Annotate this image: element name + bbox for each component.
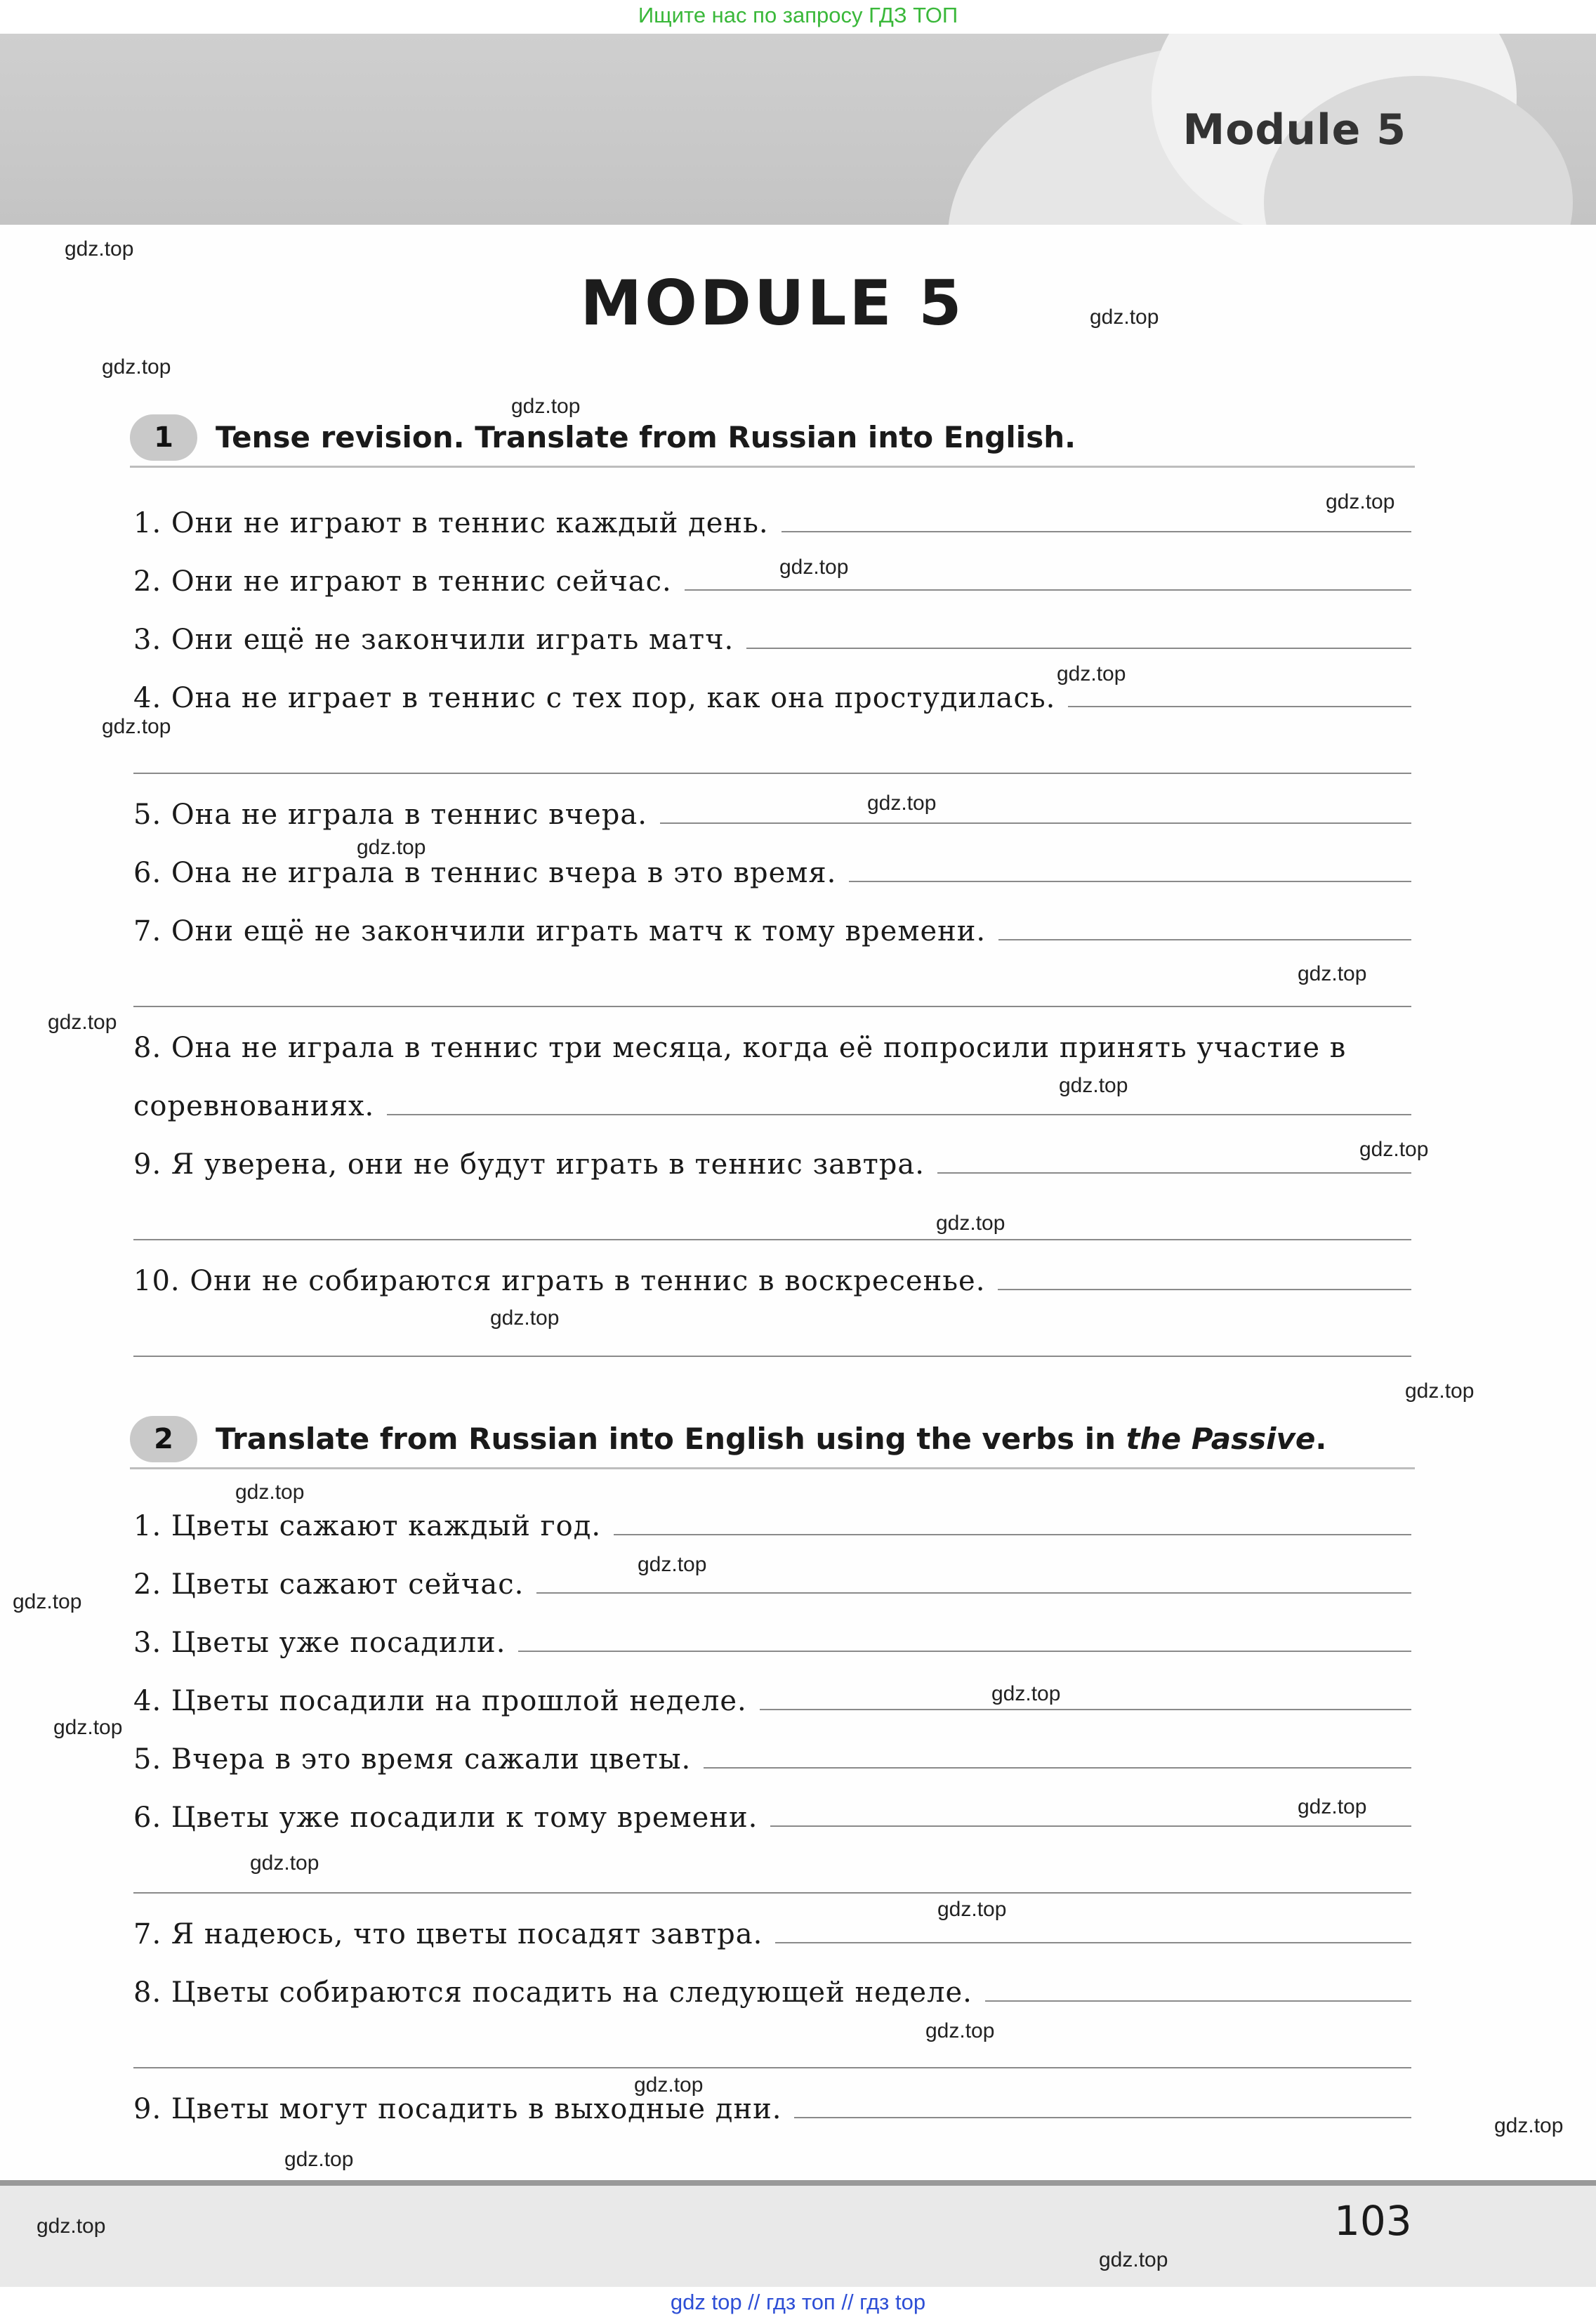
answer-line[interactable] — [536, 1592, 1411, 1594]
sentence: 9. Цветы могут посадить в выходные дни. — [133, 2093, 782, 2125]
exercise-line[interactable] — [133, 558, 1411, 598]
watermark: gdz.top — [357, 836, 426, 859]
sentence: 1. Они не играют в теннис каждый день. — [133, 507, 769, 539]
watermark: gdz.top — [1298, 962, 1367, 985]
task-2-title-text: Translate from Russian into English using the verbs in — [216, 1422, 1126, 1456]
answer-line[interactable] — [133, 773, 1411, 774]
exercise-line[interactable] — [133, 1561, 1411, 1601]
sentence: 1. Цветы сажают каждый год. — [133, 1510, 602, 1542]
sentence: 6. Цветы уже посадили к тому времени. — [133, 1802, 758, 1834]
sentence: 3. Они ещё не закончили играть матч. — [133, 624, 734, 656]
watermark: gdz.top — [1326, 490, 1395, 513]
watermark: gdz.top — [511, 395, 581, 418]
top-banner[interactable]: Ищите нас по запросу ГДЗ ТОП — [0, 0, 1596, 34]
answer-line[interactable] — [781, 531, 1411, 532]
watermark: gdz.top — [250, 1851, 319, 1875]
exercise-line[interactable] — [133, 850, 1411, 889]
sentence: 7. Они ещё не закончили играть матч к тому времени. — [133, 915, 987, 947]
footer-rule — [0, 2180, 1596, 2186]
page-title: MODULE 5 — [580, 267, 965, 339]
task-number-badge: 2 — [130, 1416, 197, 1462]
sentence: 2. Цветы сажают сейчас. — [133, 1568, 525, 1601]
watermark: gdz.top — [1057, 662, 1126, 686]
watermark: gdz.top — [1494, 2114, 1564, 2137]
sentence: 5. Она не играла в теннис вчера. — [133, 799, 647, 831]
answer-line[interactable] — [775, 1942, 1411, 1943]
answer-line[interactable] — [133, 1356, 1411, 1357]
answer-line[interactable] — [985, 2000, 1411, 2002]
answer-line[interactable] — [133, 2067, 1411, 2068]
answer-line[interactable] — [1068, 706, 1411, 707]
watermark: gdz.top — [1059, 1074, 1128, 1097]
sentence: 8. Цветы собираются посадить на следующей неделе. — [133, 1976, 972, 2009]
watermark: gdz.top — [991, 1682, 1061, 1705]
sentence: 6. Она не играла в теннис вчера в это время. — [133, 857, 837, 889]
answer-line[interactable] — [937, 1172, 1411, 1174]
sentence: 8. Она не играла в теннис три месяца, когда её попросили принять участие в — [133, 1032, 1347, 1064]
answer-line[interactable] — [746, 648, 1411, 649]
exercise-line[interactable] — [133, 500, 1411, 539]
watermark: gdz.top — [1359, 1138, 1429, 1161]
watermark: gdz.top — [867, 792, 937, 815]
sentence: соревнованиях. — [133, 1090, 375, 1122]
watermark: gdz.top — [937, 1898, 1007, 1921]
answer-line[interactable] — [998, 939, 1411, 940]
watermark: gdz.top — [490, 1306, 560, 1330]
watermark: gdz.top — [936, 1212, 1005, 1235]
sentence: 4. Цветы посадили на прошлой неделе. — [133, 1685, 747, 1717]
watermark: gdz.top — [638, 1553, 707, 1576]
exercise-line[interactable] — [133, 1620, 1411, 1659]
watermark: gdz.top — [102, 355, 171, 379]
exercise-line[interactable] — [133, 617, 1411, 656]
answer-line[interactable] — [998, 1289, 1411, 1290]
exercise-line[interactable] — [133, 675, 1411, 714]
watermark: gdz.top — [65, 237, 134, 261]
answer-line[interactable] — [685, 589, 1411, 591]
sentence: 4. Она не играет в теннис с тех пор, как она простудилась. — [133, 682, 1056, 714]
watermark: gdz.top — [779, 556, 849, 579]
answer-line[interactable] — [760, 1709, 1411, 1710]
watermark: gdz.top — [1090, 306, 1159, 329]
watermark: gdz.top — [48, 1011, 117, 1034]
answer-line[interactable] — [518, 1651, 1411, 1652]
answer-line[interactable] — [387, 1114, 1411, 1115]
sentence: 3. Цветы уже посадили. — [133, 1627, 506, 1659]
exercise-line[interactable] — [133, 1795, 1411, 1834]
exercise-line[interactable] — [133, 1141, 1411, 1181]
task-1-header — [130, 414, 1415, 468]
exercise-line[interactable] — [133, 1258, 1411, 1297]
exercise-line[interactable] — [133, 792, 1411, 831]
task-2-title-emphasis: the Passive — [1126, 1422, 1316, 1456]
exercise-line[interactable] — [133, 1678, 1411, 1717]
sentence: 10. Они не собираются играть в теннис в воскресенье. — [133, 1265, 986, 1297]
watermark: gdz.top — [1405, 1379, 1475, 1403]
watermark: gdz.top — [1099, 2248, 1168, 2271]
exercise-line[interactable] — [133, 1736, 1411, 1776]
answer-line[interactable] — [704, 1767, 1411, 1769]
exercise-line[interactable] — [133, 1911, 1411, 1950]
answer-line[interactable] — [794, 2117, 1411, 2118]
task-1-title: Tense revision. Translate from Russian into English. — [216, 420, 1076, 454]
watermark: gdz.top — [634, 2073, 704, 2097]
watermark: gdz.top — [284, 2148, 354, 2171]
task-2-title-end: . — [1315, 1422, 1327, 1456]
answer-line[interactable] — [133, 1006, 1411, 1007]
bottom-banner[interactable]: gdz top // гдз топ // гдз top — [0, 2287, 1596, 2322]
answer-line[interactable] — [133, 1892, 1411, 1894]
sentence: 7. Я надеюсь, что цветы посадят завтра. — [133, 1918, 763, 1950]
answer-line[interactable] — [133, 1239, 1411, 1240]
exercise-line — [133, 1025, 1411, 1064]
task-2-header — [130, 1416, 1415, 1469]
watermark: gdz.top — [53, 1716, 123, 1739]
sentence: 9. Я уверена, они не будут играть в теннис завтра. — [133, 1148, 925, 1181]
watermark: gdz.top — [37, 2215, 106, 2238]
exercise-line[interactable] — [133, 1503, 1411, 1542]
exercise-line[interactable] — [133, 2086, 1411, 2125]
page-number: 103 — [1334, 2197, 1412, 2245]
sentence: 2. Они не играют в теннис сейчас. — [133, 565, 672, 598]
exercise-line[interactable] — [133, 1083, 1411, 1122]
watermark: gdz.top — [925, 2019, 995, 2042]
watermark: gdz.top — [235, 1481, 305, 1504]
answer-line[interactable] — [849, 881, 1411, 882]
answer-line[interactable] — [660, 822, 1411, 824]
answer-line[interactable] — [614, 1534, 1411, 1535]
sentence: 5. Вчера в это время сажали цветы. — [133, 1743, 692, 1776]
exercise-line[interactable] — [133, 1969, 1411, 2009]
task-2-title — [216, 1422, 1326, 1456]
watermark: gdz.top — [102, 715, 171, 738]
module-header: Module 5 — [1182, 105, 1406, 155]
task-number-badge: 1 — [130, 414, 197, 461]
watermark: gdz.top — [1298, 1795, 1367, 1818]
watermark: gdz.top — [13, 1590, 82, 1613]
exercise-line[interactable] — [133, 908, 1411, 947]
answer-line[interactable] — [770, 1825, 1411, 1827]
